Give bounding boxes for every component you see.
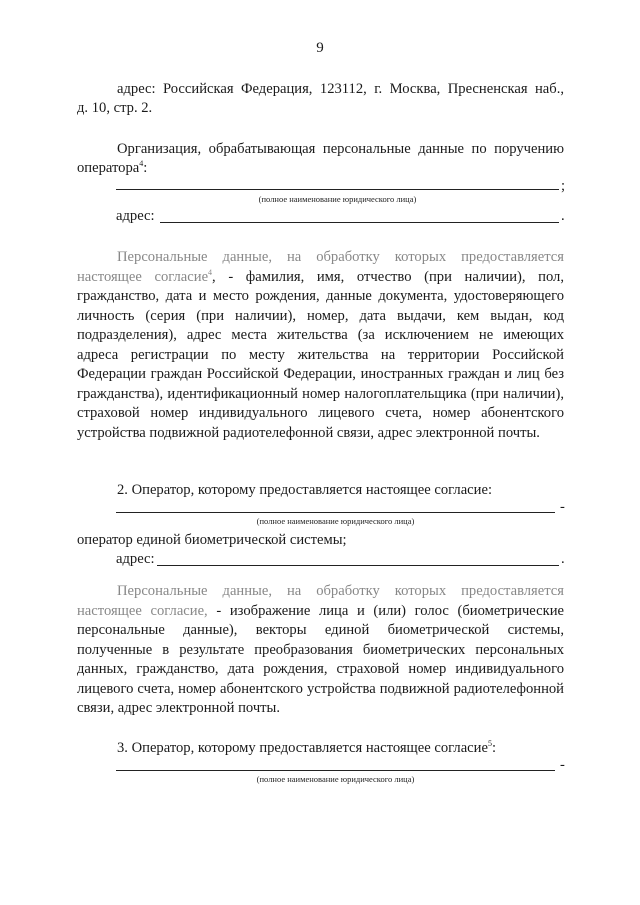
address-line-1: адрес: Российская Федерация, 123112, г. Москва, Пресненская наб., [117, 81, 564, 97]
operator-2-name-line [116, 512, 555, 513]
operator-3-dash: - [560, 757, 565, 773]
org-intro-cont: оператора$^4$: [77, 159, 148, 176]
operator-3-caption: (полное наименование юридического лица) [256, 774, 415, 784]
operator-2-caption: (полное наименование юридического лица) [256, 516, 415, 526]
page-number: 9 [316, 40, 324, 56]
personal-data-paragraph-2: Персональные данные, на обработку которых предоставляетсянастоящее согласие, - изображение лица и (или) голос (биометрические персональные данные), векторы единой биометрической системы, полученные в результате преобразования биометрических персональных данных, гражданство, дата рождения, страховой номер индивидуального лицевого счета, номер абонентского устройства подвижной радиотелефонной связи, адрес электронной почты. [77, 583, 564, 716]
org-address-end: . [561, 208, 565, 224]
operator-3-name-line [116, 770, 555, 771]
operator-2-address-label: адрес: [116, 551, 155, 567]
org-intro: Организация, обрабатывающая персональные данные по поручению [117, 141, 564, 157]
org-name-line [116, 189, 559, 190]
address-line-2: д. 10, стр. 2. [77, 100, 153, 116]
operator-2-address-end: . [561, 551, 565, 567]
operator-2-heading: 2. Оператор, которому предоставляется настоящее согласие: [117, 482, 492, 498]
operator-2-address-line [157, 565, 559, 566]
operator-2-dash: - [560, 499, 565, 515]
org-address-label: адрес: [116, 208, 155, 224]
org-address-line [160, 222, 559, 223]
operator-2-subtitle: оператор единой биометрической системы; [77, 532, 347, 548]
org-semicolon: ; [561, 178, 566, 194]
org-caption: (полное наименование юридического лица) [258, 194, 417, 204]
personal-data-paragraph-1: Персональные данные, на обработку которых предоставляетсянастоящее согласие$^4$, - фамилия, имя, отчество (при наличии), пол, гражданство, дата и место рождения, данные документа, удостоверяющего личность (серия (при наличии), номер, дата выдачи, кем выдан, код подразделения), адрес места жительства (за исключением не имеющих адреса регистрации по месту жительства на территории Российской Федерации граждан Российской Федерации, иностранных граждан и лиц без гражданства), идентификационный номер налогоплательщика (при наличии), страховой номер индивидуального лицевого счета, номер абонентского устройства подвижной радиотелефонной связи, адрес электронной почты. [77, 249, 564, 441]
operator-3-heading: 3. Оператор, которому предоставляется настоящее согласие$^5$: [117, 739, 497, 756]
